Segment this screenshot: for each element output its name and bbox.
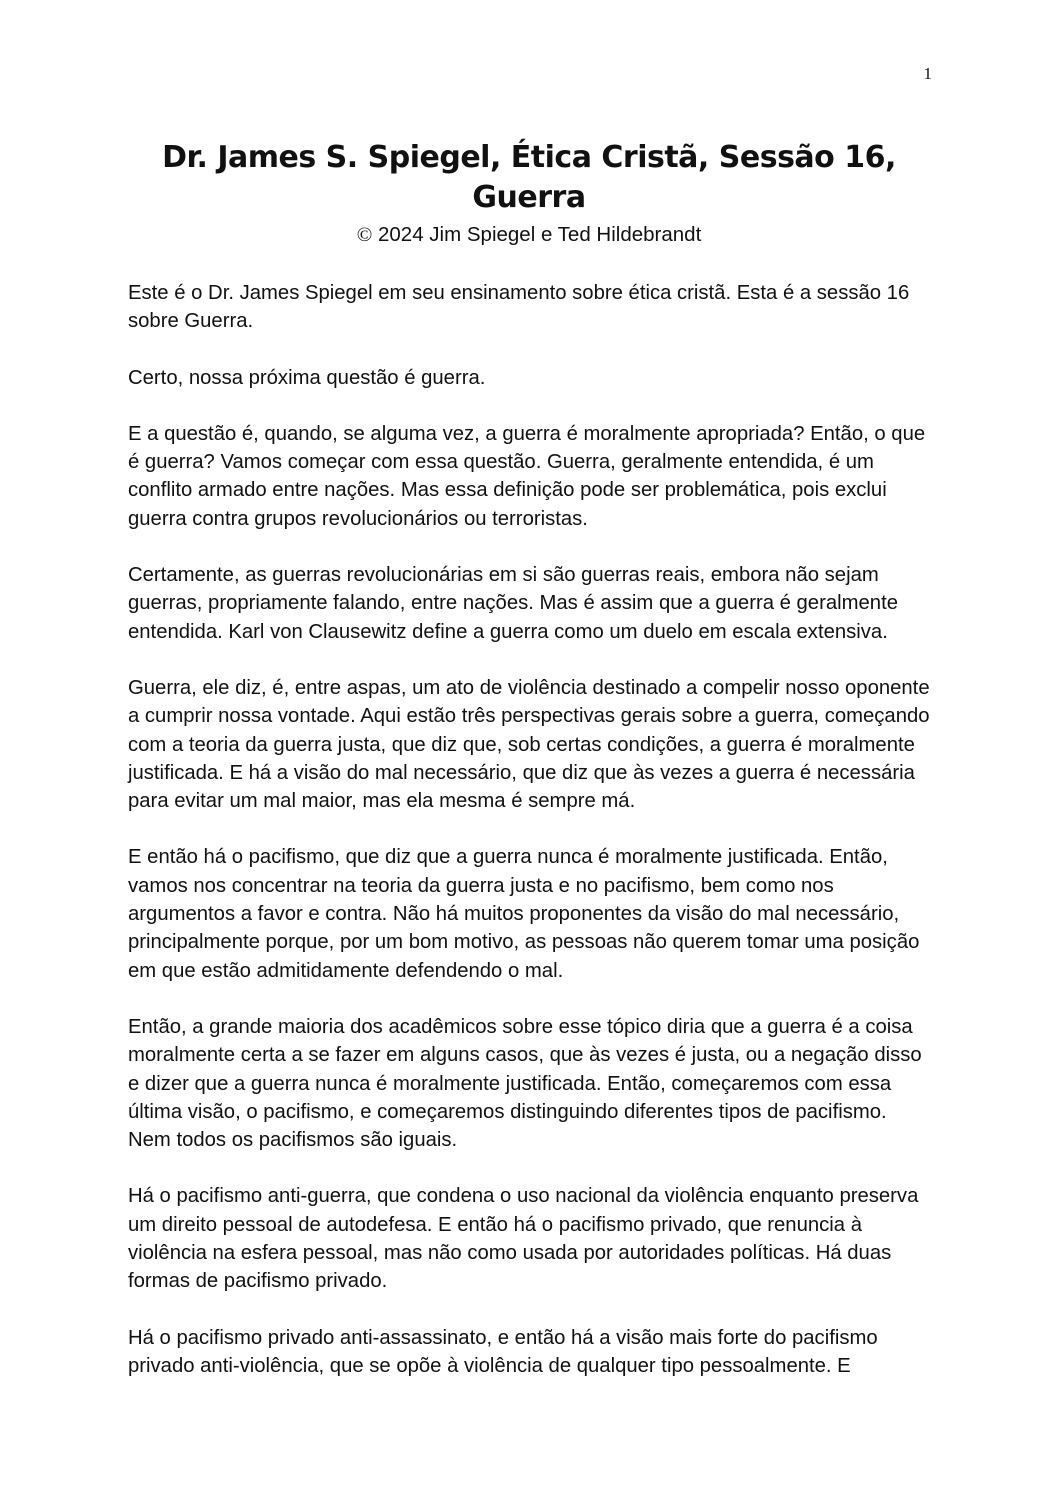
copyright-symbol: © bbox=[356, 224, 373, 246]
paragraph: E a questão é, quando, se alguma vez, a guerra é moralmente apropriada? Então, o que é guerra? Vamos começar com essa questão. Guerra, geralmente entendida, é um conflito armado entre nações. Mas essa definição pode ser problemática, pois exclui guerra contra grupos revolucionários ou terroristas. bbox=[128, 422, 926, 530]
paragraph: Este é o Dr. James Spiegel em seu ensinamento sobre ética cristã. Esta é a sessão 16 sobre Guerra. bbox=[128, 282, 910, 333]
paragraph: Certamente, as guerras revolucionárias em si são guerras reais, embora não sejam guerras, propriamente falando, entre nações. Mas é assim que a guerra é geralmente entendida. Karl von Clausewitz define a guerra como um duelo em escala extensiva. bbox=[128, 564, 898, 643]
paragraph: Guerra, ele diz, é, entre aspas, um ato de violência destinado a compelir nosso oponente a cumprir nossa vontade. Aqui estão três perspectivas gerais sobre a guerra, começando com a teoria da guerra justa, que diz que, sob certas condições, a guerra é moralmente justificada. E há a visão do mal necessário, que diz que às vezes a guerra é necessária para evitar um mal maior, mas ela mesma é sempre má. bbox=[128, 676, 930, 813]
paragraph: Certo, nossa próxima questão é guerra. bbox=[128, 366, 486, 389]
page-number: 1 bbox=[923, 64, 932, 83]
paragraph: Então, a grande maioria dos acadêmicos sobre esse tópico diria que a guerra é a coisa moralmente certa a se fazer em alguns casos, que às vezes é justa, ou a negação disso e dizer que a guerra nunca é moralmente justificada. Então, começaremos com essa última visão, o pacifismo, e começaremos distinguindo diferentes tipos de pacifismo. Nem todos os pacifismos são iguais. bbox=[128, 1015, 922, 1152]
copyright-text: 2024 Jim Spiegel e Ted Hildebrandt bbox=[378, 223, 702, 246]
copyright-line bbox=[128, 222, 930, 248]
paragraph: E então há o pacifismo, que diz que a guerra nunca é moralmente justificada. Então, vamos nos concentrar na teoria da guerra justa e no pacifismo, bem como nos argumentos a favor e contra. Não há muitos proponentes da visão do mal necessário, principalmente porque, por um bom motivo, as pessoas não querem tomar uma posição em que estão admitidamente defendendo o mal. bbox=[128, 846, 920, 982]
paragraph: Há o pacifismo privado anti-assassinato, e então há a visão mais forte do pacifismo privado anti-violência, que se opõe à violência de qualquer tipo pessoalmente. E bbox=[128, 1326, 878, 1377]
document-title: Dr. James S. Spiegel, Ética Cristã, Sessão 16, Guerra bbox=[162, 140, 896, 215]
paragraph: Há o pacifismo anti-guerra, que condena o uso nacional da violência enquanto preserva um direito pessoal de autodefesa. E então há o pacifismo privado, que renuncia à violência na esfera pessoal, mas não como usada por autoridades políticas. Há duas formas de pacifismo privado. bbox=[128, 1185, 919, 1293]
document-body bbox=[128, 279, 934, 1408]
